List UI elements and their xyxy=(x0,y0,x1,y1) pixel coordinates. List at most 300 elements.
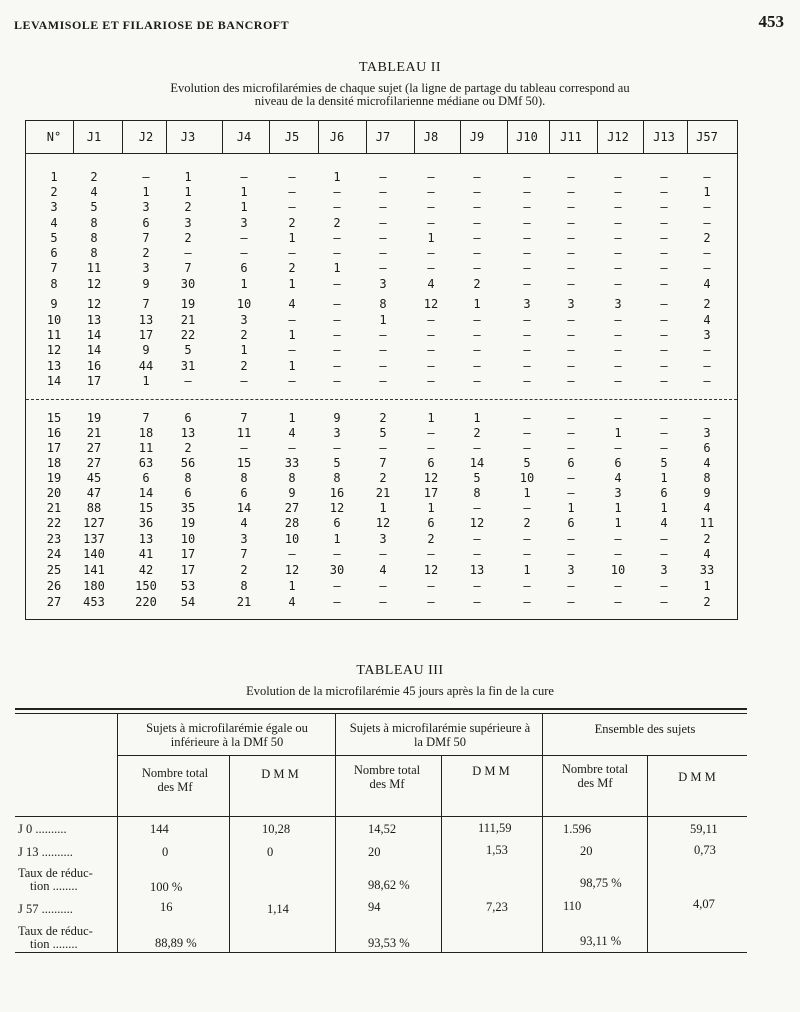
table3-row-label-j13: J 13 .......... xyxy=(18,845,73,859)
table2-subject-number: 20 xyxy=(46,486,62,500)
table2-cell: – xyxy=(523,411,531,425)
table3-cell: 7,23 xyxy=(486,900,508,914)
table2-cell: – xyxy=(240,231,248,245)
table2-cell: – xyxy=(614,532,622,546)
table2-subject-number: 5 xyxy=(50,231,58,245)
table2-cell: – xyxy=(703,343,711,357)
table2-cell: 35 xyxy=(180,501,196,515)
table2-cell: 1 xyxy=(614,516,622,530)
table2-cell: 1 xyxy=(142,374,150,388)
table2-cell: – xyxy=(427,261,435,275)
table2-cell: – xyxy=(567,441,575,455)
table2-cell: 2 xyxy=(240,328,248,342)
table2-subject-number: 10 xyxy=(46,313,62,327)
table2-cell: – xyxy=(660,185,668,199)
table2-cell: 11 xyxy=(236,426,252,440)
table2-cell: – xyxy=(660,579,668,593)
table2-cell: – xyxy=(660,328,668,342)
table2-cell: – xyxy=(523,313,531,327)
table3-row-label-taux: tion ........ xyxy=(30,879,78,893)
table2-cell: 11 xyxy=(138,441,154,455)
table2-cell: – xyxy=(288,170,296,184)
table2-cell: 5 xyxy=(333,456,341,470)
table2-cell: 5 xyxy=(473,471,481,485)
table2-cell: – xyxy=(473,261,481,275)
table2-cell: – xyxy=(379,359,387,373)
table2-cell: 2 xyxy=(288,216,296,230)
table2-cell: 8 xyxy=(184,471,192,485)
table2-cell: – xyxy=(660,297,668,311)
table2-cell: 12 xyxy=(469,516,485,530)
table3-cell: 20 xyxy=(580,844,593,858)
table3-cell: 1,14 xyxy=(267,902,289,916)
table3-cell: 98,75 % xyxy=(580,876,622,890)
table2-cell: – xyxy=(427,313,435,327)
table2-header-cell: J2 xyxy=(138,130,154,144)
table2-cell: – xyxy=(660,200,668,214)
table2-cell: 12 xyxy=(423,297,439,311)
table2-cell: 7 xyxy=(142,297,150,311)
table2-cell: 453 xyxy=(83,595,105,609)
table2-cell: – xyxy=(703,411,711,425)
table2-cell: – xyxy=(614,200,622,214)
table2-cell: – xyxy=(473,328,481,342)
table2-subject-number: 17 xyxy=(46,441,62,455)
table2-cell: – xyxy=(427,426,435,440)
table2-cell: 3 xyxy=(567,297,575,311)
table2-cell: – xyxy=(614,547,622,561)
table2-cell: 3 xyxy=(567,563,575,577)
table3-vline xyxy=(335,714,336,952)
table2-cell: – xyxy=(473,216,481,230)
table2-cell: 2 xyxy=(703,532,711,546)
table2-cell: – xyxy=(660,261,668,275)
table2-cell: – xyxy=(379,595,387,609)
table2-cell: 6 xyxy=(703,441,711,455)
table2-cell: 21 xyxy=(375,486,391,500)
table2-cell: – xyxy=(427,185,435,199)
table2-cell: 6 xyxy=(142,471,150,485)
table2-cell: – xyxy=(567,486,575,500)
table2-cell: – xyxy=(333,595,341,609)
table2-cell: 13 xyxy=(469,563,485,577)
table2-cell: 14 xyxy=(86,343,102,357)
table2-column-divider xyxy=(166,121,167,153)
table3-cell: 93,11 % xyxy=(580,934,622,948)
table2-cell: 9 xyxy=(703,486,711,500)
table2-cell: – xyxy=(379,343,387,357)
table2-cell: 2 xyxy=(90,170,98,184)
table2-cell: 41 xyxy=(138,547,154,561)
table2-cell: – xyxy=(614,277,622,291)
table2-subject-number: 3 xyxy=(50,200,58,214)
table2-cell: 45 xyxy=(86,471,102,485)
table2-cell: 2 xyxy=(379,411,387,425)
table2-subject-number: 11 xyxy=(46,328,62,342)
table2-cell: 3 xyxy=(142,261,150,275)
table2-cell: 1 xyxy=(379,501,387,515)
table2-cell: – xyxy=(567,216,575,230)
table2-cell: – xyxy=(703,246,711,260)
table2-cell: – xyxy=(614,185,622,199)
table2-cell: 2 xyxy=(184,231,192,245)
table3-vline xyxy=(117,714,118,952)
table2-caption-line1: Evolution des microfilarémies de chaque sujet (la ligne de partage du tableau correspond au xyxy=(170,81,630,95)
table2-cell: 4 xyxy=(614,471,622,485)
table2-cell: 47 xyxy=(86,486,102,500)
table2-cell: 1 xyxy=(142,185,150,199)
table2-subject-number: 6 xyxy=(50,246,58,260)
table2-cell: 30 xyxy=(329,563,345,577)
table2-cell: – xyxy=(473,185,481,199)
table2-column-divider xyxy=(122,121,123,153)
table2-cell: – xyxy=(567,343,575,357)
table2-cell: 4 xyxy=(427,277,435,291)
table2-cell: – xyxy=(614,359,622,373)
table2-cell: 6 xyxy=(567,456,575,470)
table2-cell: 4 xyxy=(660,516,668,530)
table2-cell: – xyxy=(567,328,575,342)
table2-cell: 7 xyxy=(379,456,387,470)
table2-cell: 4 xyxy=(703,456,711,470)
table2-cell: 9 xyxy=(142,343,150,357)
table2-cell: – xyxy=(288,547,296,561)
table2-cell: 1 xyxy=(184,170,192,184)
table2-header-cell: J3 xyxy=(180,130,196,144)
table2-cell: – xyxy=(379,216,387,230)
table2-cell: – xyxy=(379,231,387,245)
table3-group-le-dmf50: Sujets à microfilarémie égale ou inférieure à la DMf 50 xyxy=(146,721,308,749)
table2-cell: – xyxy=(184,246,192,260)
table2-cell: 127 xyxy=(83,516,105,530)
table3-cell: 10,28 xyxy=(262,822,291,836)
table2-cell: – xyxy=(567,595,575,609)
table3-row-label-j0: J 0 .......... xyxy=(18,822,67,836)
table2-cell: – xyxy=(379,328,387,342)
table3-sub-nombre: Nombre total des Mf xyxy=(353,763,421,791)
table2-cell: 1 xyxy=(333,261,341,275)
table2-cell: – xyxy=(379,547,387,561)
table2-cell: – xyxy=(523,328,531,342)
table2-cell: – xyxy=(523,359,531,373)
table2-cell: – xyxy=(523,343,531,357)
table2-cell: 7 xyxy=(184,261,192,275)
table2-cell: 4 xyxy=(240,516,248,530)
table2-cell: – xyxy=(427,246,435,260)
table2-cell: – xyxy=(473,374,481,388)
table2-cell: 4 xyxy=(379,563,387,577)
table2-cell: 10 xyxy=(610,563,626,577)
table2-cell: – xyxy=(288,343,296,357)
table2-cell: 16 xyxy=(329,486,345,500)
table3-cell: 59,11 xyxy=(690,822,718,836)
table2-cell: – xyxy=(567,277,575,291)
table2-cell: – xyxy=(523,216,531,230)
table2-cell: 4 xyxy=(703,501,711,515)
table2-cell: – xyxy=(660,231,668,245)
table2-cell: – xyxy=(523,547,531,561)
table2-cell: 1 xyxy=(614,501,622,515)
table2-cell: 17 xyxy=(180,547,196,561)
table3-cell: 98,62 % xyxy=(368,878,410,892)
table2-subject-number: 26 xyxy=(46,579,62,593)
table2-cell: 11 xyxy=(699,516,715,530)
table2-cell: 4 xyxy=(703,547,711,561)
table2-subject-number: 1 xyxy=(50,170,58,184)
table2-subject-number: 22 xyxy=(46,516,62,530)
table2-cell: – xyxy=(614,595,622,609)
table3-cell: 100 % xyxy=(150,880,183,894)
table2-cell: – xyxy=(473,501,481,515)
table2-header-cell: J11 xyxy=(560,130,582,144)
table2-cell: 2 xyxy=(288,261,296,275)
table2-cell: 13 xyxy=(138,313,154,327)
table2-cell: 1 xyxy=(427,411,435,425)
table2-cell: – xyxy=(523,170,531,184)
table2-cell: – xyxy=(523,595,531,609)
table2-cell: 19 xyxy=(180,516,196,530)
table3-cell: 110 xyxy=(563,899,582,913)
table3-cell: 88,89 % xyxy=(155,936,197,950)
table2-cell: – xyxy=(333,328,341,342)
table2-cell: 56 xyxy=(180,456,196,470)
table2-cell: – xyxy=(523,246,531,260)
table2-cell: – xyxy=(567,313,575,327)
table2-cell: – xyxy=(333,441,341,455)
table2-cell: 1 xyxy=(379,313,387,327)
table2-cell: – xyxy=(427,216,435,230)
table2-cell: – xyxy=(379,185,387,199)
table2-cell: – xyxy=(567,261,575,275)
table2-cell: – xyxy=(660,313,668,327)
table2-cell: 21 xyxy=(236,595,252,609)
table2-cell: 2 xyxy=(703,231,711,245)
table2-cell: 2 xyxy=(473,426,481,440)
table2-cell: 5 xyxy=(660,456,668,470)
table2-cell: 4 xyxy=(288,426,296,440)
table2-cell: 21 xyxy=(180,313,196,327)
table2-cell: – xyxy=(567,471,575,485)
table2-cell: 8 xyxy=(473,486,481,500)
table2-cell: 7 xyxy=(142,231,150,245)
table2-cell: – xyxy=(567,231,575,245)
table2-cell: – xyxy=(567,200,575,214)
table2-subject-number: 15 xyxy=(46,411,62,425)
table2-cell: 12 xyxy=(86,297,102,311)
table2-header-cell: N° xyxy=(46,130,62,144)
table2-cell: 1 xyxy=(333,170,341,184)
table2-cell: – xyxy=(567,532,575,546)
table2-cell: – xyxy=(523,426,531,440)
table2-cell: 2 xyxy=(379,471,387,485)
table2-cell: 2 xyxy=(240,563,248,577)
table2-cell: 63 xyxy=(138,456,154,470)
table3-cell: 94 xyxy=(368,900,381,914)
table2-cell: – xyxy=(523,441,531,455)
table2-cell: 10 xyxy=(284,532,300,546)
table2-cell: – xyxy=(473,579,481,593)
table2-cell: 14 xyxy=(86,328,102,342)
table2-cell: – xyxy=(473,343,481,357)
table2-cell: – xyxy=(567,359,575,373)
table2-cell: – xyxy=(473,547,481,561)
table2-cell: 12 xyxy=(86,277,102,291)
table2-cell: 11 xyxy=(86,261,102,275)
table2-cell: – xyxy=(523,200,531,214)
table2-cell: 137 xyxy=(83,532,105,546)
table2-cell: 8 xyxy=(288,471,296,485)
table2-cell: 2 xyxy=(703,297,711,311)
table2-cell: – xyxy=(703,200,711,214)
table2-cell: – xyxy=(614,343,622,357)
table2-cell: 220 xyxy=(135,595,157,609)
table2-cell: 2 xyxy=(240,359,248,373)
table2-cell: 3 xyxy=(240,313,248,327)
table2-cell: – xyxy=(523,231,531,245)
table2-cell: – xyxy=(523,261,531,275)
table3-cell: 111,59 xyxy=(478,821,512,835)
table3-group-all: Ensemble des sujets xyxy=(594,722,696,736)
table2-cell: – xyxy=(660,343,668,357)
table3-cell: 4,07 xyxy=(693,897,715,911)
table2-cell: 10 xyxy=(180,532,196,546)
table2-cell: 30 xyxy=(180,277,196,291)
table2-cell: 42 xyxy=(138,563,154,577)
table2-header-rule xyxy=(26,153,737,154)
table2-cell: – xyxy=(614,313,622,327)
table2-cell: – xyxy=(473,313,481,327)
table2-header-cell: J6 xyxy=(329,130,345,144)
table2-cell: 27 xyxy=(86,441,102,455)
table2-cell: – xyxy=(142,170,150,184)
table2-cell: – xyxy=(473,231,481,245)
table2-cell: 12 xyxy=(423,563,439,577)
table2-cell: – xyxy=(523,579,531,593)
table2-cell: 12 xyxy=(329,501,345,515)
table2-cell: 3 xyxy=(703,426,711,440)
table2-cell: 8 xyxy=(240,579,248,593)
table2-cell: 6 xyxy=(240,486,248,500)
table2-cell: 1 xyxy=(703,579,711,593)
table2-title: TABLEAU II xyxy=(358,60,442,75)
table2-cell: 180 xyxy=(83,579,105,593)
table2-cell: 7 xyxy=(142,411,150,425)
table2-cell: – xyxy=(523,532,531,546)
table2-cell: – xyxy=(288,246,296,260)
table2-cell: – xyxy=(660,532,668,546)
table2-cell: 14 xyxy=(236,501,252,515)
table3-cell: 1.596 xyxy=(563,822,592,836)
table2-cell: 7 xyxy=(240,547,248,561)
table3-cell: 144 xyxy=(150,822,169,836)
table2-subject-number: 23 xyxy=(46,532,62,546)
table2-cell: – xyxy=(333,277,341,291)
table2-cell: 8 xyxy=(333,471,341,485)
table2-cell: 28 xyxy=(284,516,300,530)
table2-cell: 1 xyxy=(288,411,296,425)
table2-cell: 5 xyxy=(379,426,387,440)
table2-cell: 1 xyxy=(240,343,248,357)
table2-cell: 2 xyxy=(523,516,531,530)
table2-subject-number: 7 xyxy=(50,261,58,275)
table2-cell: 4 xyxy=(288,595,296,609)
table2-cell: – xyxy=(379,261,387,275)
table2-cell: 150 xyxy=(135,579,157,593)
table2-cell: 4 xyxy=(90,185,98,199)
table2-cell: – xyxy=(703,170,711,184)
table2-cell: – xyxy=(240,170,248,184)
table2-cell: 16 xyxy=(86,359,102,373)
table2-cell: – xyxy=(614,170,622,184)
table3-top-rule-thin xyxy=(15,713,747,714)
table2-cell: 1 xyxy=(288,231,296,245)
table3-sub-dmm: D M M xyxy=(261,767,299,781)
table2-cell: 6 xyxy=(184,411,192,425)
table3-top-rule xyxy=(15,708,747,710)
table2-cell: – xyxy=(333,313,341,327)
table2-cell: 9 xyxy=(333,411,341,425)
table2-cell: 1 xyxy=(240,185,248,199)
table2-cell: – xyxy=(614,261,622,275)
table2-cell: – xyxy=(703,261,711,275)
table2-cell: – xyxy=(427,441,435,455)
table2-cell: 8 xyxy=(90,231,98,245)
table2-cell: – xyxy=(427,595,435,609)
table2-subject-number: 14 xyxy=(46,374,62,388)
table2-cell: – xyxy=(660,547,668,561)
table2-cell: – xyxy=(379,579,387,593)
table2-cell: 6 xyxy=(184,486,192,500)
table2-cell: – xyxy=(614,411,622,425)
table2-subject-number: 8 xyxy=(50,277,58,291)
table2-cell: – xyxy=(473,200,481,214)
table2-cell: 9 xyxy=(288,486,296,500)
table2-cell: 17 xyxy=(180,563,196,577)
table2-caption xyxy=(100,82,700,108)
page-number: 453 xyxy=(758,12,784,31)
table2-cell: – xyxy=(427,328,435,342)
table2-cell: 141 xyxy=(83,563,105,577)
table2-cell: 2 xyxy=(473,277,481,291)
table2-cell: 6 xyxy=(660,486,668,500)
table2-header-cell: J7 xyxy=(375,130,391,144)
table2-cell: – xyxy=(427,579,435,593)
table2-header-cell: J57 xyxy=(696,130,718,144)
table2-cell: – xyxy=(333,343,341,357)
table2-caption-line2: niveau de la densité microfilarienne médiane ou DMf 50). xyxy=(254,94,546,108)
table2-cell: 1 xyxy=(240,200,248,214)
table2 xyxy=(25,120,738,620)
table2-cell: – xyxy=(660,441,668,455)
table2-cell: 2 xyxy=(142,246,150,260)
table2-cell: – xyxy=(427,374,435,388)
table2-cell: – xyxy=(523,185,531,199)
table2-cell: 1 xyxy=(703,185,711,199)
table2-header-cell: J5 xyxy=(284,130,300,144)
table2-cell: – xyxy=(333,185,341,199)
table3-sub-dmm: D M M xyxy=(678,770,716,784)
table2-cell: – xyxy=(288,313,296,327)
table2-cell: 17 xyxy=(423,486,439,500)
table3-cell: 0 xyxy=(162,845,169,859)
table2-cell: 3 xyxy=(142,200,150,214)
table2-cell: 19 xyxy=(180,297,196,311)
table2-cell: 1 xyxy=(184,185,192,199)
table2-cell: – xyxy=(473,246,481,260)
table3-vline xyxy=(441,756,442,952)
table3-header-rule xyxy=(15,816,747,817)
table2-cell: – xyxy=(567,411,575,425)
